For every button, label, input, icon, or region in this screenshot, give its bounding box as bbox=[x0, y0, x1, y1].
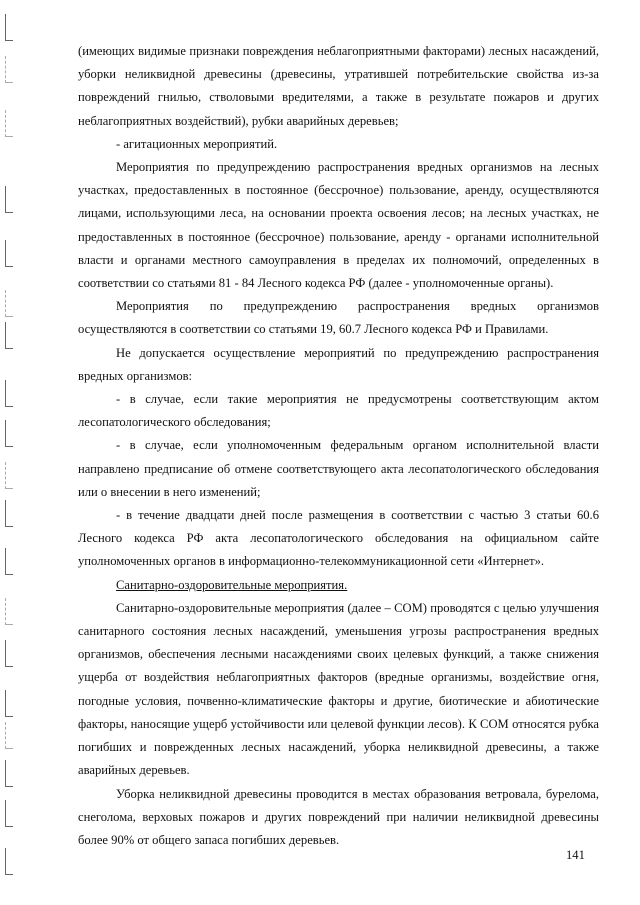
list-item-agitation: - агитационных мероприятий. bbox=[116, 136, 278, 151]
paragraph-som-definition: Санитарно-оздоровительные мероприятия (далее – СОМ) проводятся с целью улучшения санитарного состояния лесных насаждений, уменьшения угрозы распространения вредных организмов, обеспечения лесными насаждениями своих целевых функций, а также снижения ущерба от воздействия неблагоприятных факторов (вредные организмы, воздействие огня, погодные условия, почвенно-климатические факторы и другие, биотические и абиотические факторы, наносящие ущерб устойчивости или целевой функции лесов). К СОМ относятся рубка погибших и поврежденных лесных насаждений, уборка неликвидной древесины, а также аварийных деревьев. bbox=[78, 600, 599, 778]
paragraph-deadwood-removal: Уборка неликвидной древесины проводится в местах образования ветровала, бурелома, снеголома, верховых пожаров и других повреждений при наличии неликвидной древесины более 90% от общего запаса погибших деревьев. bbox=[78, 786, 599, 847]
list-item-not-provided: - в случае, если такие мероприятия не предусмотрены соответствующим актом лесопатологического обследования; bbox=[78, 392, 599, 430]
binding-marks bbox=[0, 0, 20, 905]
section-heading-sanitary bbox=[78, 574, 599, 597]
section-heading-text: Санитарно-оздоровительные мероприятия. bbox=[116, 577, 348, 592]
paragraph-prohibition-intro: Не допускается осуществление мероприятий по предупреждению распространения вредных организмов: bbox=[78, 345, 599, 383]
paragraph-continuation: (имеющих видимые признаки повреждения неблагоприятными факторами) лесных насаждений, уборки неликвидной древесины (древесины, утратившей потребительские свойства из-за повреждений гнилью, стволовыми вредителями, а также в результате пожаров и других неблагоприятных воздействий), рубки аварийных деревьев; bbox=[78, 44, 599, 128]
list-item-order-issued: - в случае, если уполномоченным федеральным органом исполнительной власти направлено предписание об отмене соответствующего акта лесопатологического обследования или о внесении в него изменений; bbox=[78, 438, 599, 499]
list-item-twenty-days: - в течение двадцати дней после размещения в соответствии с частью 3 статьи 60.6 Лесного кодекса РФ акта лесопатологического обследования на официальном сайте уполномоченных органов в информационно-телекоммуникационной сети «Интернет». bbox=[78, 508, 599, 569]
page-number: 141 bbox=[566, 848, 585, 862]
paragraph-measures-responsibility: Мероприятия по предупреждению распространения вредных организмов на лесных участках, предоставленных в постоянное (бессрочное) пользование, аренду, осуществляются лицами, использующими леса, на основании проекта освоения лесов; на лесных участках, не предоставленных в постоянное (бессрочное) пользование, аренду - органами исполнительной власти и органами местного самоуправления в пределах их полномочий, определенных в соответствии со статьями 81 - 84 Лесного кодекса РФ (далее - уполномоченные органы). bbox=[78, 160, 599, 291]
paragraph-measures-legal-basis: Мероприятия по предупреждению распространения вредных организмов осуществляются в соответствии со статьями 19, 60.7 Лесного кодекса РФ и Правилами. bbox=[78, 299, 599, 337]
document-body bbox=[78, 40, 599, 852]
